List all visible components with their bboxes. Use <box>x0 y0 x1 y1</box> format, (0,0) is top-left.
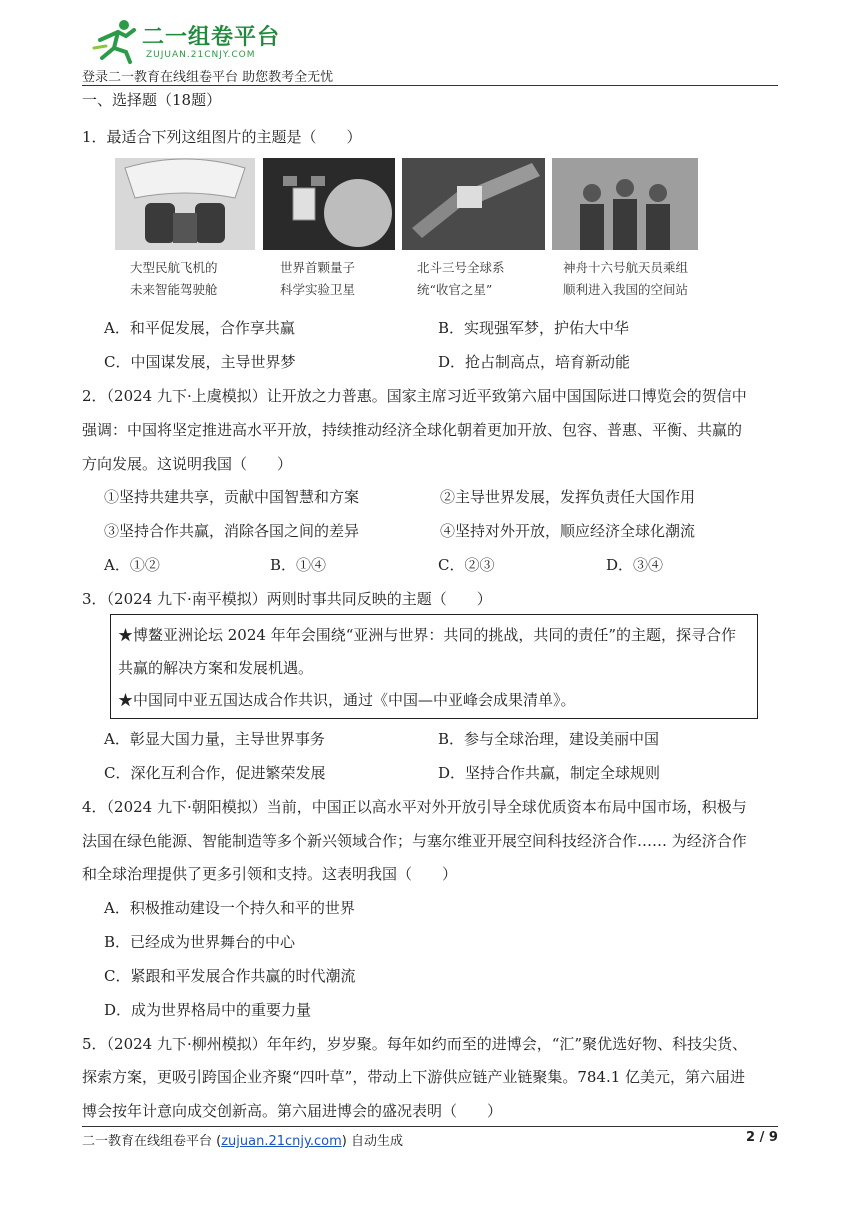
q2-stem-line-2: 强调：中国将坚定推进高水平开放，持续推动经济全球化朝着更加开放、包容、普惠、平衡、共赢的 <box>82 421 743 439</box>
caption-2: 世界首颗量子 科学实验卫星 <box>280 260 356 297</box>
q2-stem-line-3: 方向发展。这说明我国（ ） <box>82 455 293 473</box>
q2-option-c[interactable]: C．②③ <box>438 556 495 574</box>
q2-stem-line-1: 2．（2024 九下·上虞模拟）让开放之力普惠。国家主席习近平致第六届中国国际进口博览会的贺信中 <box>82 387 747 405</box>
q1-option-d[interactable]: D．抢占制高点，培育新动能 <box>438 353 631 371</box>
header-divider <box>82 85 778 86</box>
q1-option-b[interactable]: B．实现强军梦，护佑大中华 <box>438 319 630 337</box>
section-title: 一、选择题（18题） <box>82 91 222 109</box>
q2-item-4: ④坚持对外开放，顺应经济全球化潮流 <box>440 522 696 540</box>
q1-stem: 1．最适合下列这组图片的主题是（ ） <box>82 128 362 146</box>
header-tagline: 登录二一教育在线组卷平台 助您教考全无忧 <box>82 70 334 85</box>
q3-stem: 3．（2024 九下·南平模拟）两则时事共同反映的主题（ ） <box>82 590 492 608</box>
q1-option-a[interactable]: A．和平促发展，合作享共赢 <box>104 319 295 337</box>
q3-option-a[interactable]: A．彰显大国力量，主导世界事务 <box>104 730 325 748</box>
q5-stem-line-3: 博会按年计意向成交创新高。第六届进博会的盛况表明（ ） <box>82 1102 503 1120</box>
q2-option-d[interactable]: D．③④ <box>606 556 664 574</box>
astronauts-photo <box>552 158 698 250</box>
q4-option-b[interactable]: B．已经成为世界舞台的中心 <box>104 933 296 951</box>
site-logo <box>92 18 292 64</box>
q2-item-2: ②主导世界发展，发挥负责任大国作用 <box>440 488 696 506</box>
caption-4: 神舟十六号航天员乘组 顺利进入我国的空间站 <box>563 260 689 297</box>
q3-option-d[interactable]: D．坚持合作共赢，制定全球规则 <box>438 764 661 782</box>
cockpit-photo <box>115 158 255 250</box>
q4-stem-line-1: 4．（2024 九下·朝阳模拟）当前，中国正以高水平对外开放引导全球优质资本布局中国市场，积极与 <box>82 798 747 816</box>
q4-option-d[interactable]: D．成为世界格局中的重要力量 <box>104 1001 312 1019</box>
runner-logo-icon <box>92 18 140 64</box>
page-number: 2 / 9 <box>746 1130 778 1145</box>
footer-link[interactable]: zujuan.21cnjy.com <box>221 1134 342 1149</box>
q4-option-a[interactable]: A．积极推动建设一个持久和平的世界 <box>104 899 355 917</box>
q5-stem-line-2: 探索方案，更吸引跨国企业齐聚“四叶草”，带动上下游供应链产业链聚集。784.1 亿美元，第六届进 <box>82 1068 746 1086</box>
caption-1: 大型民航飞机的 未来智能驾驶舱 <box>130 260 218 297</box>
q2-item-3: ③坚持合作共赢，消除各国之间的差异 <box>104 522 360 540</box>
beidou-satellite-photo <box>402 158 545 250</box>
q2-option-b[interactable]: B．①④ <box>270 556 327 574</box>
q3-box-line-3: ★中国同中亚五国达成合作共识，通过《中国—中亚峰会成果清单》。 <box>118 691 576 709</box>
footer-divider <box>82 1126 778 1127</box>
logo-subtext: ZUJUAN.21CNJY.COM <box>146 50 256 60</box>
footer-source: 二一教育在线组卷平台 (zujuan.21cnjy.com) 自动生成 <box>82 1134 403 1149</box>
q3-box-line-2: 共赢的解决方案和发展机遇。 <box>118 659 314 677</box>
q4-stem-line-3: 和全球治理提供了更多引领和支持。这表明我国（ ） <box>82 865 458 883</box>
caption-3: 北斗三号全球系 统“收官之星” <box>417 260 505 297</box>
satellite-photo <box>263 158 395 250</box>
q4-stem-line-2: 法国在绿色能源、智能制造等多个新兴领域合作；与塞尔维亚开展空间科技经济合作…… 为经济合作 <box>82 832 747 850</box>
q4-option-c[interactable]: C．紧跟和平发展合作共赢的时代潮流 <box>104 967 356 985</box>
q5-stem-line-1: 5．（2024 九下·柳州模拟）年年约，岁岁聚。每年如约而至的进博会，“汇”聚优选好物、科技尖货、 <box>82 1035 748 1053</box>
q2-item-1: ①坚持共建共享，贡献中国智慧和方案 <box>104 488 360 506</box>
q3-option-c[interactable]: C．深化互利合作，促进繁荣发展 <box>104 764 326 782</box>
q3-box-line-1: ★博鳌亚洲论坛 2024 年年会围绕“亚洲与世界：共同的挑战，共同的责任”的主题，探寻合作 <box>118 626 737 644</box>
q2-option-a[interactable]: A．①② <box>104 556 160 574</box>
q1-option-c[interactable]: C．中国谋发展，主导世界梦 <box>104 353 296 371</box>
q3-option-b[interactable]: B．参与全球治理，建设美丽中国 <box>438 730 660 748</box>
logo-text: 二一组卷平台 <box>142 25 281 50</box>
